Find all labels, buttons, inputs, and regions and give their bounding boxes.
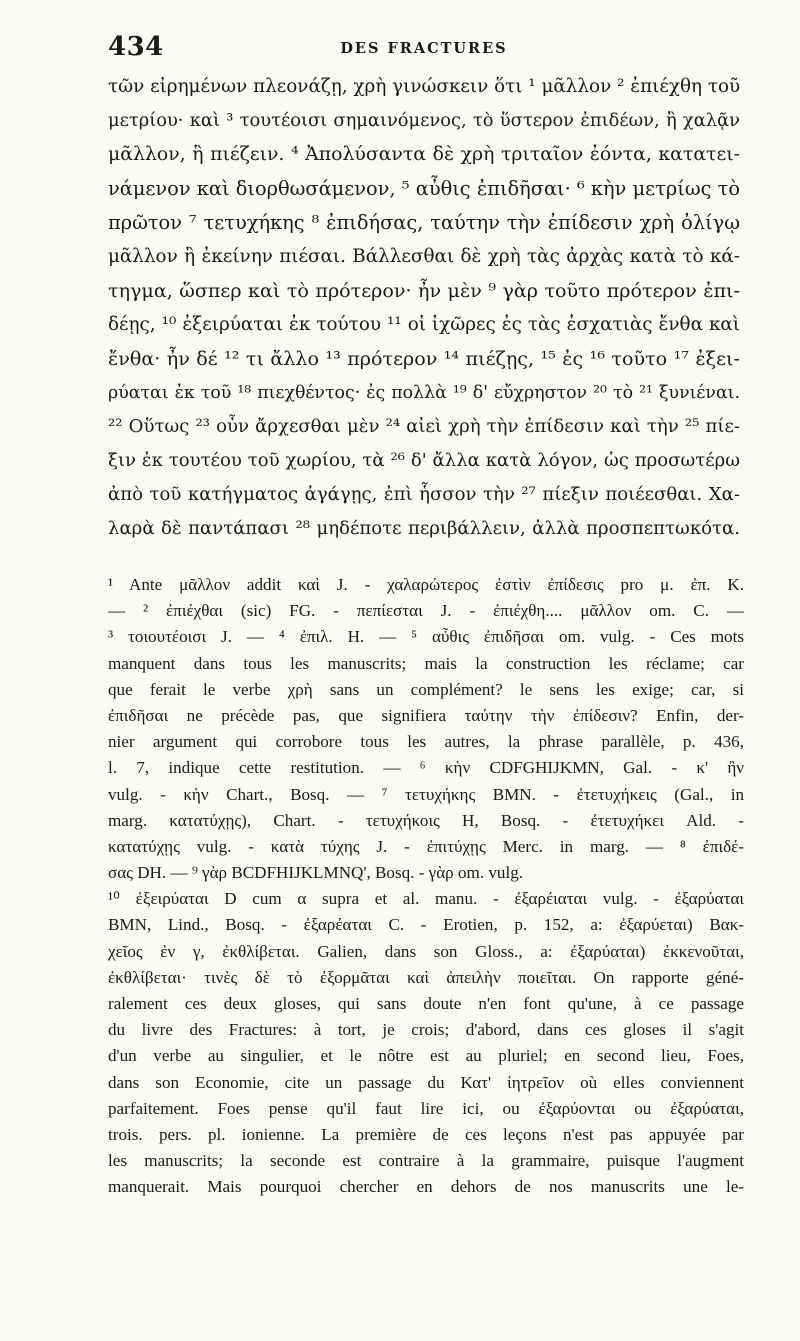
footnote-line: vulg. - κὴν Chart., Bosq. — ⁷ τετυχήκης BMN. - ἐτετυχήκεις (Gal., in [108,784,744,804]
main-text-line: ρύαται ἐκ τοῦ ¹⁸ πιεχθέντος· ἐς πολλὰ ¹⁹ δ' εὔχρηστον ²⁰ τὸ ²¹ ξυνιέναι. [108,383,740,403]
footnote-line: manquent dans tous les manuscrits; mais la construction les réclame; car [108,653,744,673]
main-text-line: ξιν ἐκ τουτέου τοῦ χωρίου, τὰ ²⁶ δ' ἄλλα κατὰ λόγον, ὡς προσωτέρω [108,450,740,471]
main-text-line: λαρὰ δὲ παντάπασι ²⁸ μηδέποτε περιβάλλειν, ἀλλὰ προσπεπτωκότα. [108,518,740,539]
running-title: DES FRACTURES [340,40,508,57]
footnote-line: du livre des Fractures: à tort, je crois; d'abord, dans ces gloses il s'agit [108,1020,744,1040]
main-text-line: ἀπὸ τοῦ κατήγματος ἀγάγῃς, ἐπὶ ἧσσον τὴν ²⁷ πίεξιν ποιέεσθαι. Χα- [108,484,740,505]
footnote-line: l. 7, indique cette restitution. — ⁶ κὴν CDFGHIJKMN, Gal. - κ' ἢν [108,758,744,778]
footnote-line: ¹ Ante μᾶλλον addit καὶ J. - χαλαρώτερος ἐστὶν ἐπίδεσις pro μ. ἐπ. K. [108,575,744,594]
main-text-line: τηγμα, ὥσπερ καὶ τὸ πρότερον· ἦν μὲν ⁹ γὰρ τοῦτο πρότερον ἐπι- [108,279,740,302]
main-text-line: μᾶλλον, ἢ πιέζειν. ⁴ Ἀπολύσαντα δὲ χρὴ τριταῖον ἐόντα, κατατει- [108,144,740,165]
footnote-line: σας DH. — ⁹ γὰρ BCDFHIJKLMNQ', Bosq. - γὰρ om. vulg. [108,863,524,883]
footnote-line: χεῖος ἐν γ, ἐκθλίβεται. Galien, dans son Gloss., a: ἐξαρύαται) ἐκκενοῦται, [108,941,744,961]
footnote-line: que ferait le verbe χρὴ sans un complément? le sens les exige; car, si [108,679,744,699]
main-text-line: πρῶτον ⁷ τετυχήκης ⁸ ἐπιδήσας, ταύτην τὴν ἐπίδεσιν χρὴ ὀλίγῳ [108,211,740,234]
greek-main-text [108,70,740,546]
footnote-line: κατατύχῃς vulg. - κατὰ τύχης J. - ἐπιτύχῃς Merc. in marg. — ⁸ ἐπιδέ- [108,836,744,856]
main-text-line: μετρίου· καὶ ³ τουτέοισι σημαινόμενος, τὸ ὕστερον ἐπιδέων, ἢ χαλᾷν [108,110,740,131]
footnote-line: BMN, Lind., Bosq. - ἐξαρέαται C. - Erotien, p. 152, a: ἐξαρύεται) Βακ- [108,915,744,935]
page-header [108,30,740,64]
footnote-line: trois. pers. pl. ionienne. La première de ces leçons n'est pas appuyée par [108,1124,744,1144]
main-text-line: ²² Οὕτως ²³ οὖν ἄρχεσθαι μὲν ²⁴ αἰεὶ χρὴ τὴν ἐπίδεσιν καὶ τὴν ²⁵ πίε- [108,416,740,437]
footnote-line: nier argument qui corrobore tous les autres, la phrase parallèle, p. 436, [108,732,744,752]
main-text-line: μᾶλλον ἢ ἐκείνην πιέσαι. Βάλλεσθαι δὲ χρὴ τὰς ἀρχὰς κατὰ τὸ κά- [108,246,740,267]
footnote-line: les manuscrits; la seconde est contraire à la grammaire, puisque l'augment [108,1151,744,1171]
footnote-line: ralement ces deux gloses, qui sans doute n'en font qu'une, à ce passage [108,994,744,1013]
footnote-line: ¹⁰ ἐξειρύαται D cum α supra et al. manu. - ἐξαρέιαται vulg. - ἐξαρύαται [108,889,744,909]
footnote-line: manquerait. Mais pourquoi chercher en dehors de nos manuscrits une le- [108,1177,744,1197]
footnote-line: parfaitement. Foes pense qu'il faut lire ici, ou ἐξαρύονται ou ἐξαρύαται, [108,1098,744,1118]
footnote-line: ³ τοιουτέοισι J. — ⁴ ἐπιλ. H. — ⁵ αὖθις ἐπιδῆσαι om. vulg. - Ces mots [108,627,744,647]
main-text-line: δέῃς, ¹⁰ ἐξειρύαται ἐκ τούτου ¹¹ οἱ ἰχῶρες ἐς τὰς ἐσχατιὰς ἔνθα καὶ [108,314,740,335]
footnote-line: ἐπιδῆσαι ne précède pas, que signifiera ταύτην τὴν ἐπίδεσιν? Enfin, der- [108,705,744,725]
footnote-line: d'un verbe au singulier, et le nôtre est au pluriel; en second lieu, Foes, [108,1046,744,1066]
main-text-line: τῶν εἰρημένων πλεονάζῃ, χρὴ γινώσκειν ὅτι ¹ μᾶλλον ² ἐπιέχθη τοῦ [108,76,741,97]
footnote-line: — ² ἐπιέχθαι (sic) FG. - πεπίεσται J. - ἐπιέχθη.... μᾶλλον om. C. — [108,601,744,621]
footnote-line: marg. κατατύχῃς), Chart. - τετυχήκοις H, Bosq. - ἐτετυχήκει Ald. - [108,810,744,830]
footnote-line: dans son Economie, cite un passage du Κατ' ἰητρεῖον où elles conviennent [108,1072,744,1092]
page-number: 434 [108,32,164,62]
main-text-line: νάμενον καὶ διορθωσάμενον, ⁵ αὖθις ἐπιδῆσαι· ⁶ κὴν μετρίως τὸ [108,177,740,200]
main-text-line: ἔνθα· ἦν δέ ¹² τι ἄλλο ¹³ πρότερον ¹⁴ πιέζῃς, ¹⁵ ἐς ¹⁶ τοῦτο ¹⁷ ἐξει- [108,347,740,370]
footnote-line: ἐκθλίβεται· τινὲς δὲ τὸ ἐξορμᾶται καὶ ἀπειλὴν ποιεῖται. On rapporte géné- [108,967,744,987]
footnotes [108,572,744,1201]
